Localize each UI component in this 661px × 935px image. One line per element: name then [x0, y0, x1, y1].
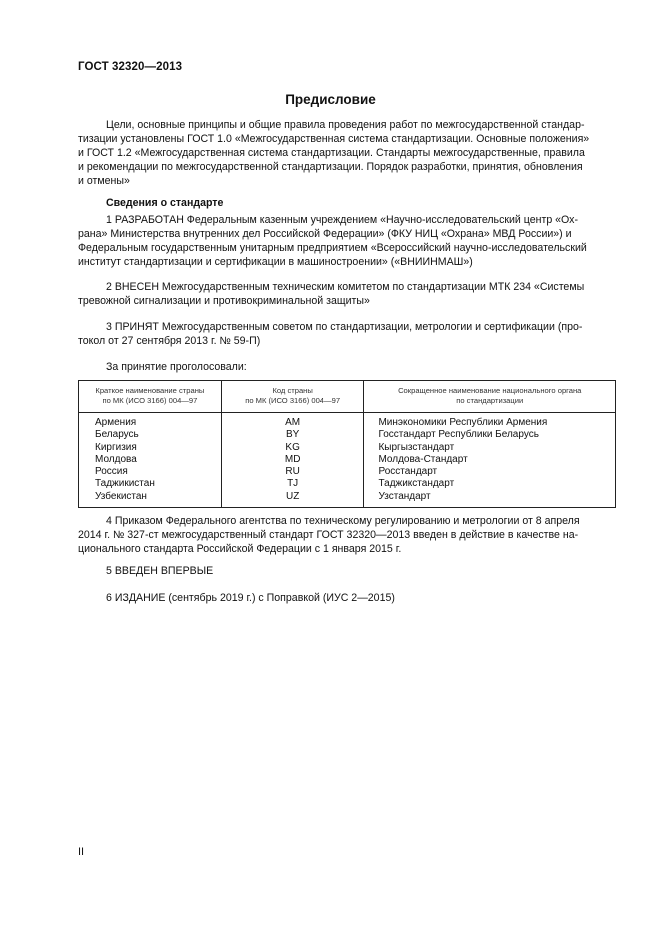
text-line: 2 ВНЕСЕН Межгосударственным техническим комитетом по стандартизации МТК 234 «Системы [106, 281, 585, 293]
text-line: тизации установлены ГОСТ 1.0 «Межгосударственная система стандартизации. Основные положения» [78, 133, 590, 145]
table-row [79, 466, 616, 478]
national-body-cell: Таджикстандарт [364, 478, 616, 490]
country-code-cell: UZ [221, 491, 364, 508]
country-name-cell: Беларусь [79, 429, 222, 441]
country-name-cell: Киргизия [79, 442, 222, 454]
country-code-cell: RU [221, 466, 364, 478]
table-row [79, 413, 616, 430]
national-body-cell: Молдова-Стандарт [364, 454, 616, 466]
vote-label: За принятие проголосовали: [106, 361, 247, 373]
text-line: и ГОСТ 1.2 «Межгосударственная система стандартизации. Стандарты межгосударственные, правила [78, 147, 585, 159]
text-line: 3 ПРИНЯТ Межгосударственным советом по стандартизации, метрологии и сертификации (про- [106, 321, 583, 333]
text-line: и отмены» [78, 175, 130, 187]
table-row [79, 442, 616, 454]
section-subtitle: Сведения о стандарте [106, 197, 224, 209]
intro-paragraph [78, 118, 616, 188]
text-line: ционального стандарта Российской Федерации с 1 января 2015 г. [78, 543, 402, 555]
country-name-cell: Россия [79, 466, 222, 478]
country-name-cell: Таджикистан [79, 478, 222, 490]
voting-table [78, 380, 616, 508]
text-line: и рекомендации по межгосударственной стандартизации. Порядок разработки, принятия, обновления [78, 161, 583, 173]
text-line: Федеральным государственным унитарным предприятием «Всероссийский научно-исследовательский [78, 242, 587, 254]
text-line: рана» Министерства внутренних дел Российской Федерации» (ФКУ НИЦ «Охрана» МВД России») и [78, 228, 572, 240]
header-national-body: Сокращенное наименование национального органа по стандартизации [364, 381, 616, 413]
item-5-paragraph: 5 ВВЕДЕН ВПЕРВЫЕ [106, 565, 214, 577]
text-line: токол от 27 сентября 2013 г. № 59-П) [78, 335, 261, 347]
country-code-cell: AM [221, 413, 364, 430]
item-3-paragraph [78, 320, 616, 348]
page-title: Предисловие [285, 92, 376, 107]
page-number: II [78, 846, 85, 858]
table-row [79, 491, 616, 508]
table-header-row [79, 381, 616, 413]
country-code-cell: KG [221, 442, 364, 454]
table-row [79, 478, 616, 490]
country-code-cell: MD [221, 454, 364, 466]
header-country-name: Краткое наименование страны по МК (ИСО 3166) 004—97 [79, 381, 222, 413]
text-line: 4 Приказом Федерального агентства по техническому регулированию и метрологии от 8 апреля [106, 515, 580, 527]
item-4-paragraph [78, 514, 616, 556]
text-line: тревожной сигнализации и противокриминальной защиты» [78, 295, 370, 307]
header-country-code: Код страны по МК (ИСО 3166) 004—97 [221, 381, 364, 413]
text-line: 2014 г. № 327-ст межгосударственный стандарт ГОСТ 32320—2013 введен в действие в качестве на- [78, 529, 579, 541]
text-line: институт стандартизации и сертификации в машиностроении» («ВНИИНМАШ») [78, 256, 473, 268]
text-line: 1 РАЗРАБОТАН Федеральным казенным учреждением «Научно-исследовательский центр «Ох- [106, 214, 579, 226]
document-header: ГОСТ 32320—2013 [78, 61, 183, 73]
item-1-paragraph [78, 213, 616, 269]
country-name-cell: Молдова [79, 454, 222, 466]
national-body-cell: Минэкономики Республики Армения [364, 413, 616, 430]
country-code-cell: BY [221, 429, 364, 441]
country-name-cell: Узбекистан [79, 491, 222, 508]
country-name-cell: Армения [79, 413, 222, 430]
national-body-cell: Госстандарт Республики Беларусь [364, 429, 616, 441]
item-2-paragraph [78, 280, 616, 308]
national-body-cell: Кыргызстандарт [364, 442, 616, 454]
country-code-cell: TJ [221, 478, 364, 490]
text-line: Цели, основные принципы и общие правила проведения работ по межгосударственной стандар- [106, 119, 585, 131]
national-body-cell: Узстандарт [364, 491, 616, 508]
table-row [79, 429, 616, 441]
national-body-cell: Росстандарт [364, 466, 616, 478]
item-6-paragraph: 6 ИЗДАНИЕ (сентябрь 2019 г.) с Поправкой (ИУС 2—2015) [106, 592, 395, 604]
table-row [79, 454, 616, 466]
